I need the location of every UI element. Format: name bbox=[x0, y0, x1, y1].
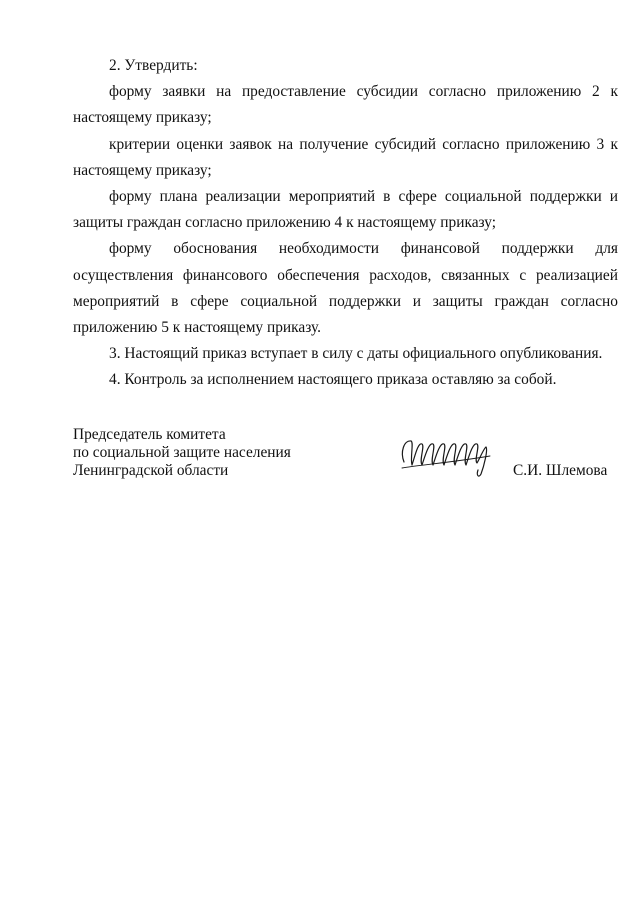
paragraph-effective-date: 3. Настоящий приказ вступает в силу с даты официального опубликования. bbox=[109, 345, 603, 363]
position-line: по социальной защите населения bbox=[73, 444, 291, 461]
position-line: Председатель комитета bbox=[73, 426, 226, 443]
position-line: Ленинградской области bbox=[73, 462, 229, 479]
document-body bbox=[73, 53, 618, 394]
paragraph-justification-form: форму обоснования необходимости финансовой поддержки для осуществления финансового обеспечения расходов, связанных с реализацией мероприятий в сфере социальной поддержки и защиты граждан согласно приложению 5 к настоящему приказу. bbox=[73, 240, 618, 337]
paragraph-evaluation-criteria: критерии оценки заявок на получение субсидий согласно приложению 3 к настоящему приказу; bbox=[73, 135, 618, 179]
paragraph-application-form: форму заявки на предоставление субсидии согласно приложению 2 к настоящему приказу; bbox=[73, 83, 618, 127]
paragraph-control: 4. Контроль за исполнением настоящего приказа оставляю за собой. bbox=[109, 371, 557, 389]
signatory-name: С.И. Шлемова bbox=[513, 462, 608, 479]
signature-block bbox=[73, 426, 618, 486]
paragraph-approve: 2. Утвердить: bbox=[109, 57, 198, 74]
signatory-position bbox=[73, 426, 313, 480]
handwritten-signature bbox=[398, 432, 498, 478]
paragraph-implementation-plan: форму плана реализации мероприятий в сфере социальной поддержки и защиты граждан согласно приложению 4 к настоящему приказу; bbox=[73, 188, 618, 232]
